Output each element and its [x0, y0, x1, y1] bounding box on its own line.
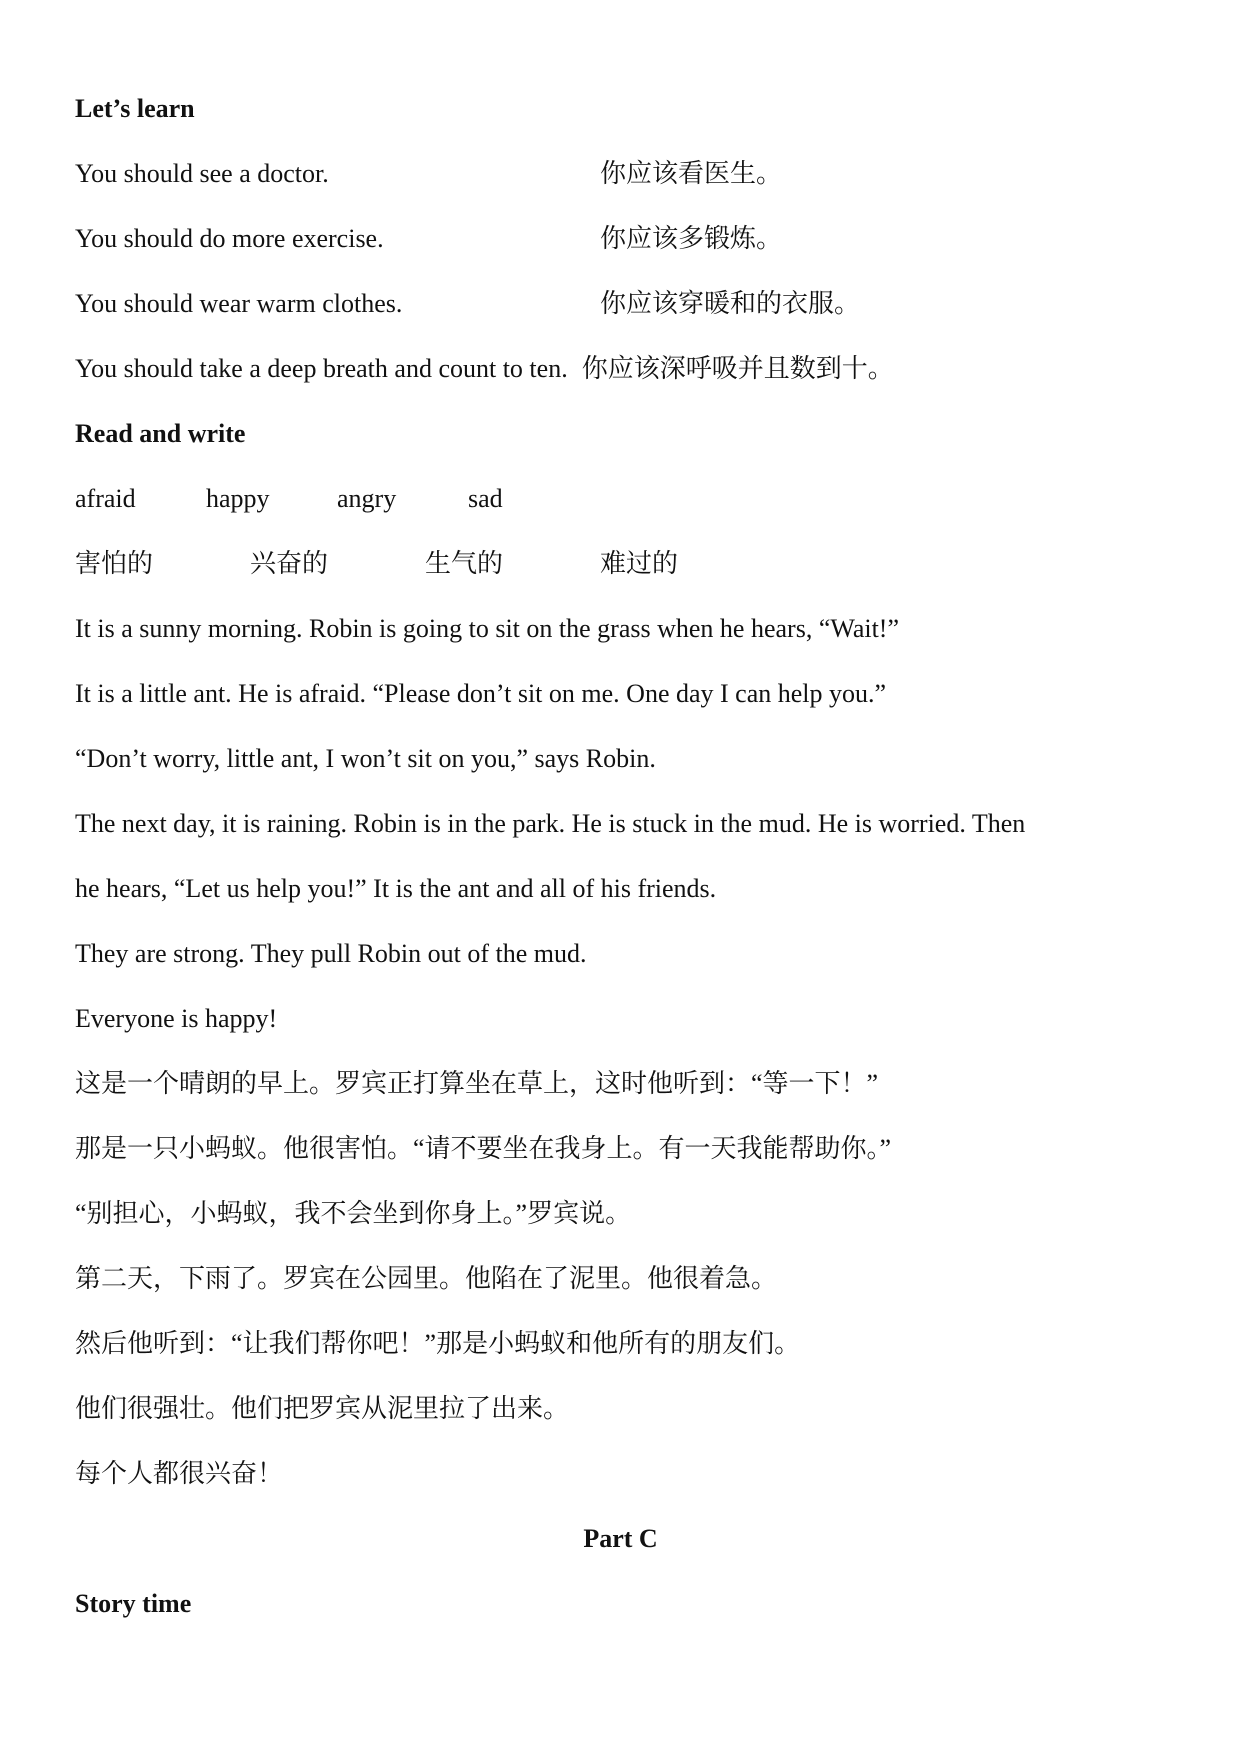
read-and-write-heading: Read and write — [75, 419, 246, 448]
lets-learn-heading: Let’s learn — [75, 94, 195, 123]
sentence-en: You should do more exercise. — [75, 224, 384, 253]
story-zh-line: 第二天，下雨了。罗宾在公园里。他陷在了泥里。他很着急。 — [75, 1264, 778, 1293]
story-en-line: Everyone is happy! — [75, 1004, 278, 1033]
vocab-word-zh: 兴奋的 — [250, 549, 329, 578]
sentence-row — [75, 158, 782, 190]
story-zh-line: 他们很强壮。他们把罗宾从泥里拉了出来。 — [75, 1394, 570, 1423]
vocabulary-zh-row — [75, 548, 775, 580]
story-zh-line: 然后他听到：“让我们帮你吧！”那是小蚂蚁和他所有的朋友们。 — [75, 1329, 801, 1358]
story-en-line: “Don’t worry, little ant, I won’t sit on you,” says Robin. — [75, 744, 656, 773]
story-zh-line: 每个人都很兴奋！ — [75, 1459, 284, 1488]
vocabulary-en-row — [75, 483, 599, 515]
story-zh-line: “别担心，小蚂蚁，我不会坐到你身上。”罗宾说。 — [75, 1199, 632, 1228]
sentence-row — [75, 223, 782, 255]
story-en-line: They are strong. They pull Robin out of the mud. — [75, 939, 587, 968]
vocab-word-en: afraid — [75, 484, 136, 513]
sentence-row — [75, 353, 894, 385]
story-en-line: It is a little ant. He is afraid. “Please don’t sit on me. One day I can help you.” — [75, 679, 887, 708]
story-en-line: he hears, “Let us help you!” It is the ant and all of his friends. — [75, 874, 717, 903]
part-c-heading: Part C — [583, 1524, 658, 1553]
story-en-line: The next day, it is raining. Robin is in the park. He is stuck in the mud. He is worried. Then — [75, 809, 1026, 838]
story-zh-line: 这是一个晴朗的早上。罗宾正打算坐在草上，这时他听到：“等一下！” — [75, 1069, 879, 1098]
vocab-word-en: happy — [206, 484, 270, 513]
sentence-en: You should take a deep breath and count to ten. — [75, 354, 568, 383]
vocab-word-zh: 难过的 — [600, 549, 679, 578]
sentence-zh: 你应该穿暖和的衣服。 — [600, 289, 861, 318]
vocab-word-zh: 害怕的 — [75, 549, 154, 578]
sentence-row — [75, 288, 860, 320]
sentence-zh: 你应该深呼吸并且数到十。 — [581, 354, 894, 383]
story-zh-line: 那是一只小蚂蚁。他很害怕。“请不要坐在我身上。有一天我能帮助你。” — [75, 1134, 892, 1163]
sentence-en: You should wear warm clothes. — [75, 289, 403, 318]
sentence-en: You should see a doctor. — [75, 159, 329, 188]
sentence-zh: 你应该看医生。 — [600, 159, 783, 188]
sentence-zh: 你应该多锻炼。 — [600, 224, 783, 253]
story-time-heading: Story time — [75, 1589, 192, 1618]
vocab-word-en: angry — [337, 484, 397, 513]
vocab-word-zh: 生气的 — [425, 549, 504, 578]
story-en-line: It is a sunny morning. Robin is going to sit on the grass when he hears, “Wait!” — [75, 614, 900, 643]
vocab-word-en: sad — [468, 484, 503, 513]
